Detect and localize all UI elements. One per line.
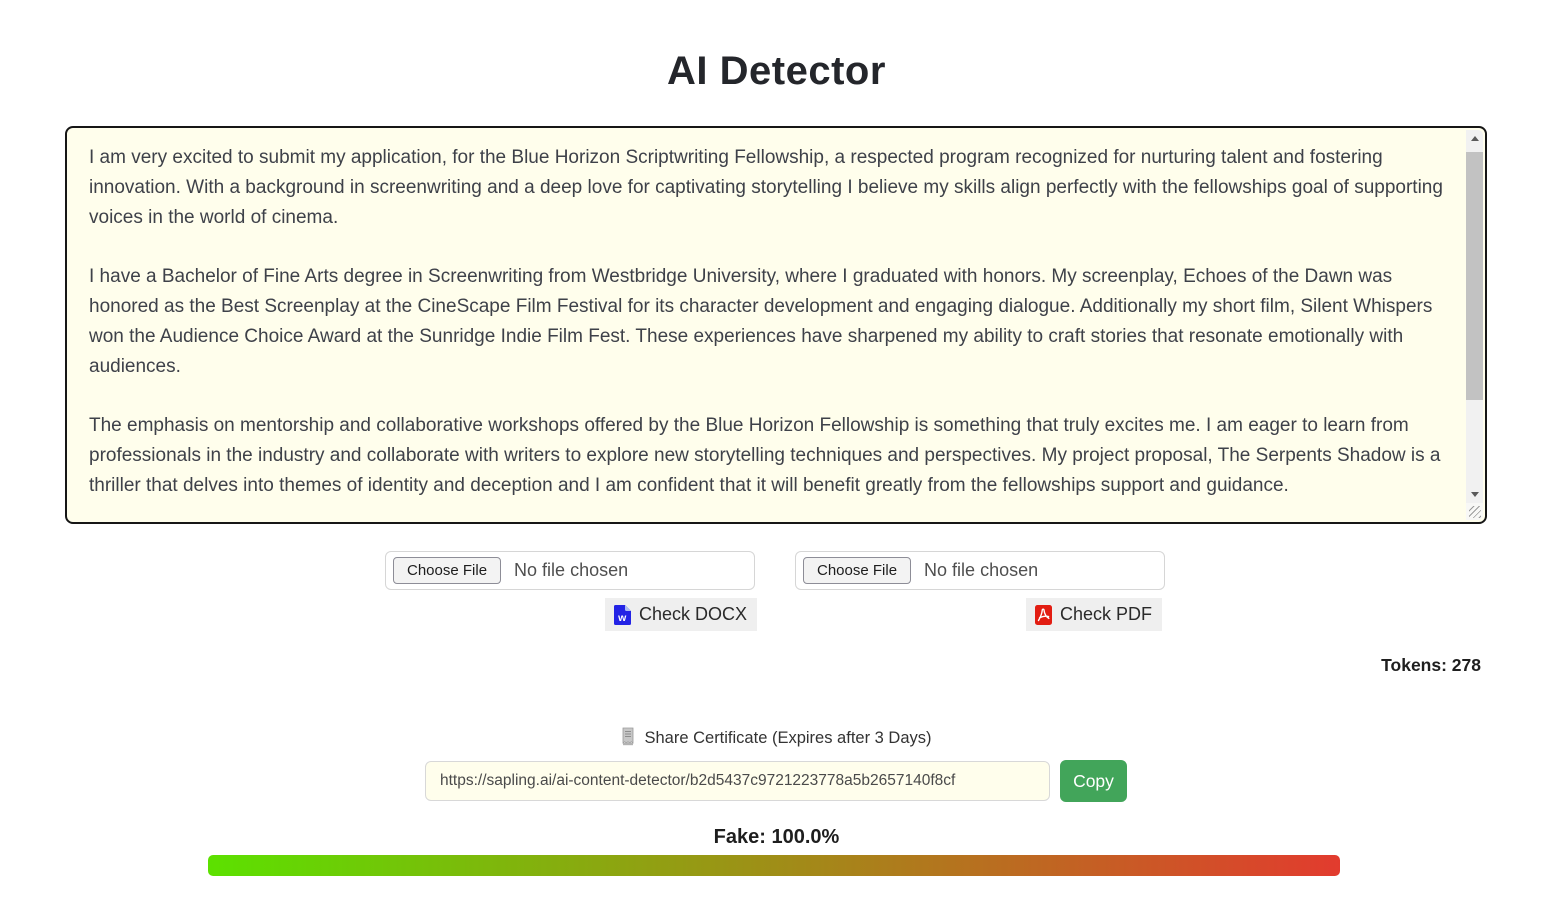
docx-file-input[interactable] [385, 551, 755, 590]
fake-meter [208, 855, 1340, 876]
certificate-url-input[interactable] [425, 761, 1050, 801]
scroll-down-icon[interactable] [1466, 486, 1483, 503]
scrollbar-thumb[interactable] [1466, 152, 1483, 400]
paragraph: The emphasis on mentorship and collaborative workshops offered by the Blue Horizon Fellowship is something that truly excites me. I am eager to learn from professionals in the industry and collaborate with writers to explore new storytelling techniques and perspectives. My project proposal, The Serpents Shadow is a thriller that delves into themes of identity and deception and I am confident that it will benefit greatly from the fellowships support and guidance. [89, 415, 1441, 496]
docx-choose-file-button[interactable]: Choose File [393, 557, 501, 584]
pdf-choose-file-button[interactable]: Choose File [803, 557, 911, 584]
check-pdf-button[interactable] [1026, 598, 1162, 631]
fake-score-label: Fake: 100.0% [713, 826, 840, 848]
paragraph: I am very excited to submit my application, for the Blue Horizon Scriptwriting Fellowship, a respected program recognized for nurturing talent and fostering innovation. With a background in screenwriting and a deep love for captivating storytelling I believe my skills align perfectly with the fellowships goal of supporting voices in the world of cinema. [89, 147, 1443, 228]
word-file-icon [614, 605, 631, 625]
docx-file-status: No file chosen [514, 560, 629, 580]
submitted-text[interactable] [67, 128, 1464, 522]
share-certificate-label: Share Certificate (Expires after 3 Days) [644, 729, 932, 747]
scroll-up-icon[interactable] [1466, 130, 1483, 147]
receipt-icon [621, 727, 635, 746]
token-count: Tokens: 278 [1381, 655, 1481, 675]
certificate-url: https://sapling.ai/ai-content-detector/b2d5437c9721223778a5b2657140f8cf [440, 772, 956, 789]
pdf-file-input[interactable] [795, 551, 1165, 590]
text-input-area[interactable] [65, 126, 1487, 524]
check-pdf-label: Check PDF [1059, 604, 1152, 624]
svg-text:w: w [618, 611, 627, 624]
resize-handle-icon[interactable] [1466, 503, 1483, 520]
check-docx-label: Check DOCX [638, 604, 747, 624]
scrollbar[interactable] [1466, 130, 1483, 520]
share-certificate-line [0, 727, 1553, 748]
paragraph: I have a Bachelor of Fine Arts degree in Screenwriting from Westbridge University, where I graduated with honors. My screenplay, Echoes of the Dawn was honored as the Best Screenplay at the CineScape Film Festival for its character development and engaging dialogue. Additionally my short film, Silent Whispers won the Audience Choice Award at the Sunridge Indie Film Fest. These experiences have sharpened my ability to craft stories that resonate emotionally with audiences. [89, 266, 1433, 377]
pdf-file-icon [1035, 605, 1052, 625]
pdf-file-status: No file chosen [924, 560, 1039, 580]
check-docx-button[interactable] [605, 598, 757, 631]
copy-button[interactable]: Copy [1060, 760, 1127, 802]
page-title: AI Detector [667, 48, 886, 93]
